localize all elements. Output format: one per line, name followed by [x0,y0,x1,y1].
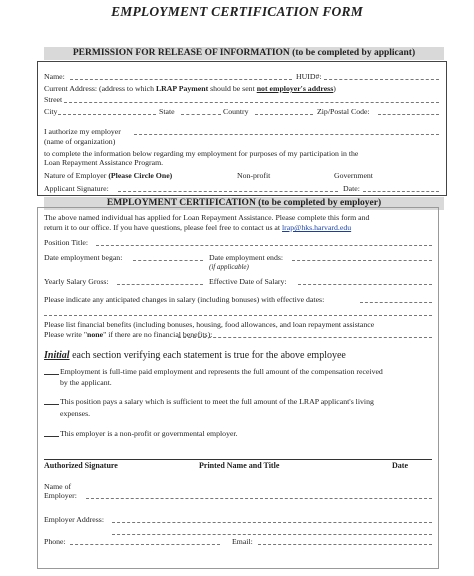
zip-field[interactable] [378,114,439,115]
date-began-field[interactable] [133,260,203,261]
state-field[interactable] [181,114,221,115]
email-label: Email: [232,537,253,546]
option-government[interactable]: Government [334,171,373,180]
effective-date-salary-field[interactable] [298,284,432,285]
authorize-label: I authorize my employer [44,127,121,136]
yearly-salary-label: Yearly Salary Gross: [44,277,109,286]
name-of-label: Name of [44,482,72,491]
huid-field[interactable] [324,79,439,80]
option-non-profit[interactable]: Non-profit [237,171,271,180]
authorized-signature-label: Authorized Signature [44,461,118,470]
name-label: Name: [44,72,65,81]
initial-field-1[interactable] [44,374,59,375]
name-field[interactable] [70,79,292,80]
form-title: EMPLOYMENT CERTIFICATION FORM [111,4,363,19]
applicant-signature-field[interactable] [118,191,338,192]
zip-label: Zip/Postal Code: [317,107,370,116]
applicant-date-field[interactable] [363,191,439,192]
statement-1-line1: Employment is full-time paid employment and represents the full amount of the compensation received [60,367,383,376]
benefits-line2: Please write "none" if there are no financial benefits): [44,330,213,339]
statement-2-line1: This position pays a salary which is sufficient to meet the full amount of the LRAP applicant's living [60,397,374,406]
benefits-field[interactable] [178,337,432,338]
email-field[interactable] [258,544,432,545]
complete-text-line1: to complete the information below regarding my employment for purposes of my participation in the [44,149,359,158]
city-label: City [44,107,58,116]
intro-line2: return it to our office. If you have questions, please feel free to contact us at lrap@hks.harvard.edu [44,223,352,232]
section-header-employer: EMPLOYMENT CERTIFICATION (to be completed by employer) [44,197,444,210]
statement-2-line2: expenses. [60,409,91,418]
statement-3: This employer is a non-profit or governmental employer. [60,429,238,438]
huid-label: HUID#: [296,72,322,81]
anticipated-changes-field-2[interactable] [44,315,432,316]
complete-text-line2: Loan Repayment Assistance Program. [44,158,164,167]
if-applicable-note: (if applicable) [209,263,249,271]
initial-field-2[interactable] [44,404,59,405]
employer-address-label: Employer Address: [44,515,104,524]
nature-of-employer-label: Nature of Employer (Please Circle One) [44,171,173,180]
date-ends-label: Date employment ends: [209,253,284,262]
applicant-date-label: Date: [343,184,360,193]
phone-label: Phone: [44,537,66,546]
signature-date-label: Date [392,461,408,470]
date-ends-field[interactable] [292,260,432,261]
initial-instruction: Initial each section verifying each statement is true for the above employee [44,350,346,361]
yearly-salary-field[interactable] [117,284,203,285]
city-field[interactable] [58,114,156,115]
employer-address-field-2[interactable] [112,534,432,535]
benefits-line1: Please list financial benefits (including bonuses, housing, food allowances, and loan repayment assistance [44,320,375,329]
phone-field[interactable] [70,544,220,545]
position-title-field[interactable] [96,245,432,246]
signature-line[interactable] [44,459,432,460]
state-label: State [159,107,175,116]
contact-email-link[interactable]: lrap@hks.harvard.edu [282,223,352,232]
anticipated-changes-field[interactable] [360,302,432,303]
organization-field[interactable] [134,134,439,135]
initial-field-3[interactable] [44,436,59,437]
date-began-label: Date employment began: [44,253,123,262]
country-field[interactable] [255,114,313,115]
anticipated-changes-label: Please indicate any anticipated changes in salary (including bonuses) with effective dates: [44,295,325,304]
position-title-label: Position Title: [44,238,88,247]
employer-name-field[interactable] [86,498,432,499]
statement-1-line2: by the applicant. [60,378,112,387]
effective-date-salary-label: Effective Date of Salary: [209,277,287,286]
section-header-permission: PERMISSION FOR RELEASE OF INFORMATION (to be completed by applicant) [44,47,444,60]
intro-line1: The above named individual has applied for Loan Repayment Assistance. Please complete this form and [44,213,370,222]
employer-address-field[interactable] [112,522,432,523]
street-label: Street [44,95,63,104]
organization-hint: (name of organization) [44,137,116,146]
applicant-signature-label: Applicant Signature: [44,184,109,193]
employer-label: Employer: [44,491,77,500]
street-field[interactable] [64,102,439,103]
country-label: Country [223,107,249,116]
printed-name-title-label: Printed Name and Title [199,461,280,470]
current-address-label: Current Address: (address to which LRAP Payment should be sent not employer's address) [44,84,336,93]
